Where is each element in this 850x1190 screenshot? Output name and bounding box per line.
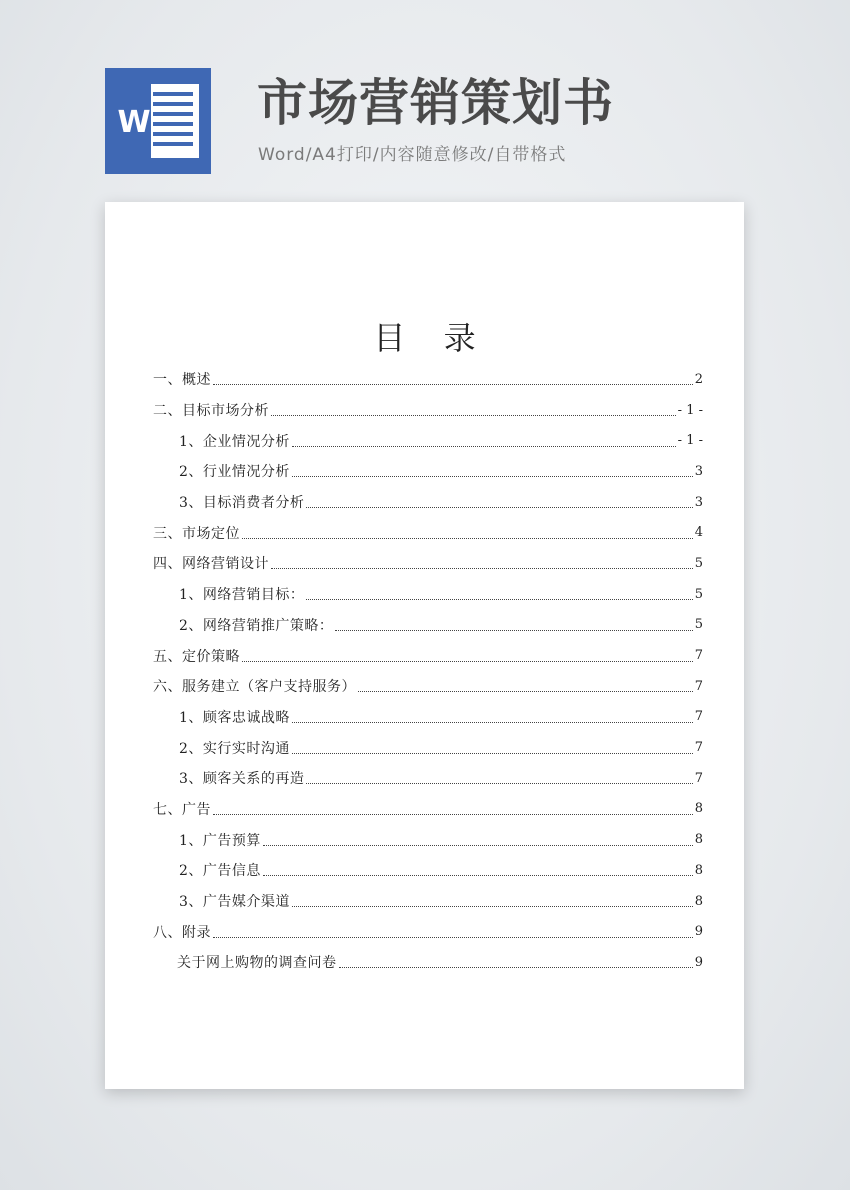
toc-entry-page: 2 bbox=[694, 371, 703, 387]
toc-entry-title: 五、定价策略 bbox=[153, 648, 240, 665]
toc-entry-page: 5 bbox=[694, 586, 703, 602]
toc-entry-title: 1、企业情况分析 bbox=[179, 433, 290, 450]
toc-dot-leader bbox=[263, 844, 693, 846]
toc-entry[interactable] bbox=[153, 824, 703, 855]
page-title: 市场营销策划书 bbox=[257, 74, 614, 132]
toc-entry[interactable] bbox=[153, 916, 703, 947]
page-subtitle: Word/A4打印/内容随意修改/自带格式 bbox=[258, 145, 567, 165]
toc-dot-leader bbox=[213, 936, 693, 938]
toc-title: 目 录 bbox=[373, 319, 490, 357]
toc-entry-page: 8 bbox=[694, 862, 703, 878]
toc-entry-title: 四、网络营销设计 bbox=[153, 556, 269, 573]
toc-entry-title: 2、广告信息 bbox=[179, 863, 261, 880]
toc-entry-page: 5 bbox=[694, 555, 703, 571]
toc-entry-page: 8 bbox=[694, 801, 703, 817]
toc-entry-page: 7 bbox=[694, 740, 703, 756]
toc-dot-leader bbox=[292, 475, 693, 477]
toc-entry-title: 1、广告预算 bbox=[179, 832, 261, 849]
toc-entry-page: 8 bbox=[694, 893, 703, 909]
toc-entry-page: 7 bbox=[694, 770, 703, 786]
toc-dot-leader bbox=[358, 690, 693, 692]
toc-entry[interactable] bbox=[153, 456, 703, 487]
toc-entry-page: - 1 - bbox=[677, 433, 703, 449]
table-of-contents bbox=[153, 364, 703, 978]
toc-entry[interactable] bbox=[153, 487, 703, 518]
toc-dot-leader bbox=[292, 445, 676, 447]
toc-entry-title: 七、广告 bbox=[153, 801, 211, 818]
toc-entry-page: 5 bbox=[694, 617, 703, 633]
toc-entry-title: 3、目标消费者分析 bbox=[179, 495, 305, 512]
toc-entry[interactable] bbox=[153, 610, 703, 641]
toc-entry[interactable] bbox=[153, 548, 703, 579]
toc-dot-leader bbox=[271, 567, 693, 569]
toc-entry-page: 3 bbox=[694, 494, 703, 510]
toc-entry[interactable] bbox=[153, 732, 703, 763]
toc-entry[interactable] bbox=[153, 425, 703, 456]
toc-dot-leader bbox=[306, 598, 692, 600]
toc-dot-leader bbox=[335, 629, 692, 631]
toc-entry[interactable] bbox=[153, 702, 703, 733]
toc-entry-title: 三、市场定位 bbox=[153, 525, 240, 542]
toc-entry-title: 一、概述 bbox=[153, 372, 211, 389]
toc-entry-title: 八、附录 bbox=[153, 924, 211, 941]
toc-entry-page: 9 bbox=[694, 954, 703, 970]
toc-dot-leader bbox=[263, 874, 693, 876]
toc-entry-page: 7 bbox=[694, 648, 703, 664]
toc-entry[interactable] bbox=[153, 886, 703, 917]
toc-dot-leader bbox=[242, 660, 693, 662]
toc-entry-page: 7 bbox=[694, 709, 703, 725]
toc-entry[interactable] bbox=[153, 671, 703, 702]
toc-dot-leader bbox=[242, 537, 693, 539]
toc-dot-leader bbox=[292, 905, 693, 907]
toc-entry-title: 2、实行实时沟通 bbox=[179, 740, 290, 757]
toc-entry-title: 1、网络营销目标： bbox=[179, 587, 305, 604]
toc-dot-leader bbox=[306, 506, 692, 508]
toc-entry[interactable] bbox=[153, 763, 703, 794]
toc-dot-leader bbox=[292, 721, 693, 723]
toc-entry[interactable] bbox=[153, 395, 703, 426]
toc-entry-page: 8 bbox=[694, 832, 703, 848]
toc-entry-page: 9 bbox=[694, 924, 703, 940]
toc-entry[interactable] bbox=[153, 947, 703, 978]
word-logo-graphic bbox=[105, 68, 211, 174]
toc-entry[interactable] bbox=[153, 364, 703, 395]
toc-entry[interactable] bbox=[153, 794, 703, 825]
toc-entry-page: 4 bbox=[694, 525, 703, 541]
toc-dot-leader bbox=[292, 752, 693, 754]
toc-dot-leader bbox=[271, 414, 676, 416]
toc-dot-leader bbox=[306, 782, 692, 784]
toc-entry-title: 3、广告媒介渠道 bbox=[179, 894, 290, 911]
word-document-icon bbox=[105, 68, 211, 174]
toc-entry-page: 7 bbox=[694, 678, 703, 694]
toc-dot-leader bbox=[339, 966, 693, 968]
word-logo-letter: W bbox=[117, 105, 151, 140]
toc-entry-title: 关于网上购物的调查问卷 bbox=[177, 955, 337, 972]
toc-entry[interactable] bbox=[153, 855, 703, 886]
document-page bbox=[105, 202, 744, 1089]
toc-entry-title: 二、目标市场分析 bbox=[153, 403, 269, 420]
toc-entry-page: 3 bbox=[694, 463, 703, 479]
toc-dot-leader bbox=[213, 813, 693, 815]
toc-entry[interactable] bbox=[153, 640, 703, 671]
toc-entry-title: 3、顾客关系的再造 bbox=[179, 771, 305, 788]
toc-entry[interactable] bbox=[153, 517, 703, 548]
toc-entry-title: 2、行业情况分析 bbox=[179, 464, 290, 481]
toc-entry-page: - 1 - bbox=[677, 402, 703, 418]
toc-entry[interactable] bbox=[153, 579, 703, 610]
toc-entry-title: 1、顾客忠诚战略 bbox=[179, 709, 290, 726]
toc-entry-title: 2、网络营销推广策略： bbox=[179, 617, 334, 634]
toc-dot-leader bbox=[213, 383, 693, 385]
toc-entry-title: 六、服务建立（客户支持服务） bbox=[153, 679, 356, 696]
